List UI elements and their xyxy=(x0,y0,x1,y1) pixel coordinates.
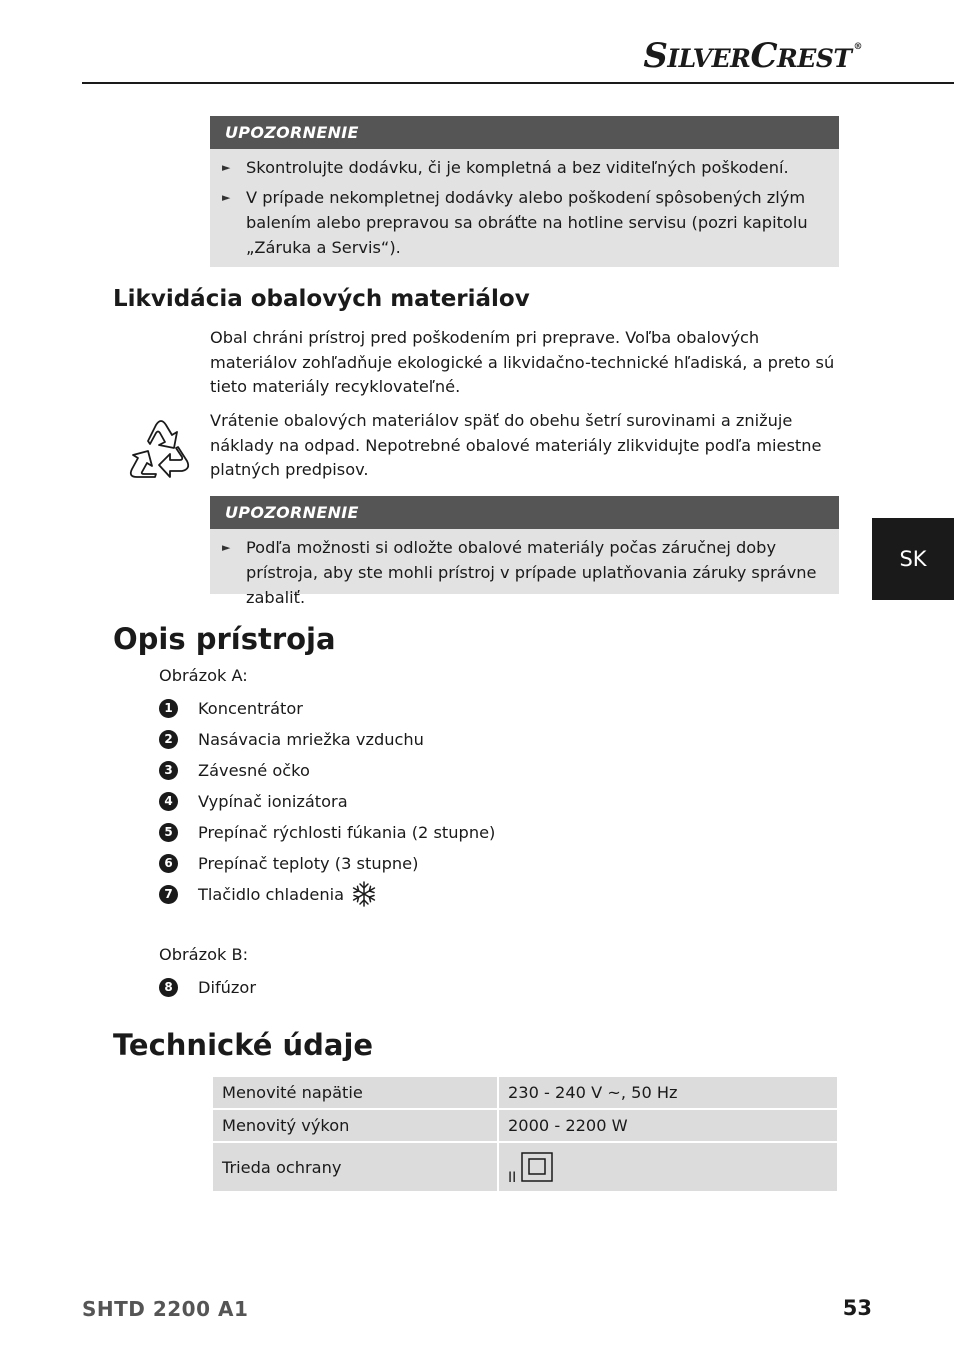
item-text: Prepínač teploty (3 stupne) xyxy=(198,853,419,873)
item-text: Nasávacia mriežka vzduchu xyxy=(198,729,424,749)
table-cell-value xyxy=(498,1142,838,1192)
logo-letter: S xyxy=(643,36,668,76)
notice-title: UPOZORNENIE xyxy=(210,116,839,149)
logo-letter: C xyxy=(750,36,777,76)
double-insulation-icon xyxy=(521,1152,553,1182)
notice-box-delivery xyxy=(210,116,839,267)
notice-item xyxy=(222,185,819,260)
protection-class-text: II xyxy=(508,1170,517,1186)
header-rule xyxy=(82,82,954,84)
section-heading-description: Opis prístroja xyxy=(113,622,336,656)
item-text: Závesné očko xyxy=(198,760,310,780)
list-item xyxy=(159,728,424,750)
snowflake-icon xyxy=(350,880,378,908)
notice-box-packaging xyxy=(210,496,839,607)
logo-letters: ILVER xyxy=(667,44,751,73)
recycle-icon xyxy=(120,411,202,491)
list-item xyxy=(159,976,256,998)
notice-item xyxy=(222,535,819,610)
table-row xyxy=(212,1142,838,1192)
notice-item-text: Skontrolujte dodávku, či je kompletná a bez viditeľných poškodení. xyxy=(246,158,789,177)
table-cell-value: 230 - 240 V ~, 50 Hz xyxy=(498,1076,838,1109)
language-tab: SK xyxy=(872,518,954,600)
section-heading-packaging: Likvidácia obalových materiálov xyxy=(113,286,530,312)
list-item xyxy=(159,697,303,719)
list-item xyxy=(159,821,495,843)
item-number-badge: 4 xyxy=(159,792,178,811)
arrow-right-icon: ► xyxy=(222,161,231,174)
packaging-paragraph-1: Obal chráni prístroj pred poškodením pri preprave. Voľba obalových materiálov zohľadňuje ekologické a likvidačno-technické hľadiská, a preto sú tieto materiály recyklovateľné. xyxy=(210,328,835,396)
item-text: Vypínač ionizátora xyxy=(198,791,348,811)
item-number-badge: 6 xyxy=(159,854,178,873)
item-text: Tlačidlo chladenia xyxy=(198,884,345,904)
figure-a-label: Obrázok A: xyxy=(159,666,248,685)
registered-mark: ® xyxy=(853,42,862,52)
notice-list xyxy=(210,529,839,618)
item-number-badge: 3 xyxy=(159,761,178,780)
table-cell-label: Menovitý výkon xyxy=(212,1109,498,1142)
list-item xyxy=(159,790,348,812)
item-number-badge: 2 xyxy=(159,730,178,749)
table-cell-value: 2000 - 2200 W xyxy=(498,1109,838,1142)
item-number-badge: 5 xyxy=(159,823,178,842)
table-row xyxy=(212,1109,838,1142)
figure-b-label: Obrázok B: xyxy=(159,945,249,964)
item-text: Prepínač rýchlosti fúkania (2 stupne) xyxy=(198,822,496,842)
list-item xyxy=(159,883,378,905)
table-row xyxy=(212,1076,838,1109)
notice-list xyxy=(210,149,839,268)
technical-data-table xyxy=(211,1075,839,1193)
logo-letters: REST xyxy=(777,44,852,73)
arrow-right-icon: ► xyxy=(222,191,231,204)
table-cell-label: Menovité napätie xyxy=(212,1076,498,1109)
table-cell-label: Trieda ochrany xyxy=(212,1142,498,1192)
notice-item xyxy=(222,155,819,180)
list-item xyxy=(159,759,310,781)
packaging-paragraph-2: Vrátenie obalových materiálov späť do obehu šetrí surovinami a znižuje náklady na odpad. Nepotrebné obalové materiály zlikvidujte podľa miestne platných predpisov. xyxy=(210,411,822,479)
page-number: 53 xyxy=(842,1296,872,1320)
item-number-badge: 8 xyxy=(159,978,178,997)
section-heading-technical: Technické údaje xyxy=(113,1028,374,1062)
notice-item-text: Podľa možnosti si odložte obalové materiály počas záručnej doby prístroja, aby ste mohli prístroj v prípade uplatňovania záruky správne zabaliť. xyxy=(246,538,817,607)
notice-item-text: V prípade nekompletnej dodávky alebo poškodení spôsobených zlým balením alebo prepravou sa obráťte na hotline servisu (pozri kapitolu „Záruka a Servis“). xyxy=(246,188,808,257)
item-number-badge: 1 xyxy=(159,699,178,718)
protection-class xyxy=(508,1152,553,1186)
arrow-right-icon: ► xyxy=(222,541,231,554)
item-number-badge: 7 xyxy=(159,885,178,904)
footer-model-number: SHTD 2200 A1 xyxy=(82,1297,249,1321)
item-text: Difúzor xyxy=(198,977,256,997)
notice-title: UPOZORNENIE xyxy=(210,496,839,529)
brand-logo xyxy=(643,36,862,76)
item-text: Koncentrátor xyxy=(198,698,303,718)
list-item xyxy=(159,852,418,874)
